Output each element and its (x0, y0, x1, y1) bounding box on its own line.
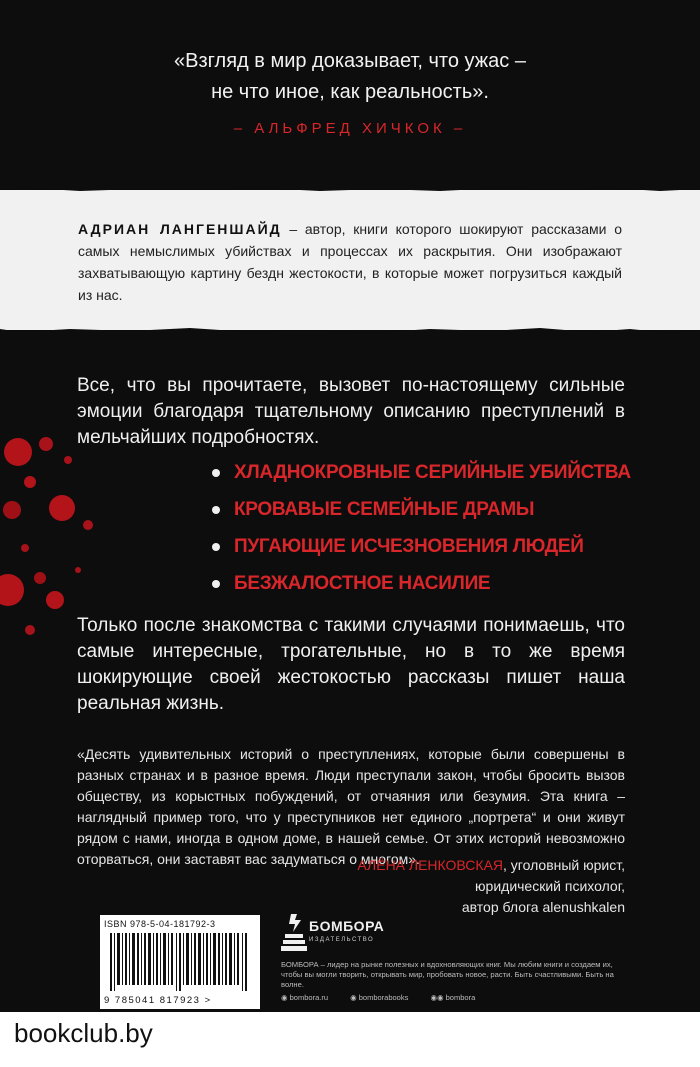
bullet-dot (212, 469, 220, 477)
publisher-name: БОМБОРА (309, 918, 385, 934)
social-link[interactable]: ◉ bombora.ru (281, 993, 328, 1002)
isbn-barcode (100, 915, 260, 1009)
publisher-subtitle: ИЗДАТЕЛЬСТВО (309, 937, 375, 943)
author-name: АДРИАН ЛАНГЕНШАЙД (78, 221, 282, 237)
list-item-text: БЕЗЖАЛОСТНОЕ НАСИЛИЕ (234, 573, 491, 594)
publisher-description: БОМБОРА – лидер на рынке полезных и вдохновляющих книг. Мы любим книги и создаем их, чтобы вы могли творить, открывать мир, пробовать новое, расти. Быть счастливыми. Быть на волне. (281, 960, 614, 989)
bullet-dot (212, 580, 220, 588)
author-bio-text (78, 218, 622, 306)
second-paragraph: Только после знакомства с такими случаями понимаешь, что самые интересные, трогательные, но в то же время шокирующие своей жестокостью рассказы пишет наша реальная жизнь. (77, 615, 625, 714)
list-item-text: ХЛАДНОКРОВНЫЕ СЕРИЙНЫЕ УБИЙСТВА (234, 462, 631, 483)
intro-paragraph: Все, что вы прочитаете, вызовет по-настоящему сильные эмоции благодаря тщательному описанию преступлений в мельчайших подробностях. (77, 375, 625, 448)
social-link[interactable]: ◉◉ bombora (430, 993, 476, 1002)
author-bio-band (0, 190, 700, 330)
list-item (208, 495, 631, 532)
list-item-text: КРОВАВЫЕ СЕМЕЙНЫЕ ДРАМЫ (234, 499, 535, 520)
torn-edge-bottom (0, 327, 700, 335)
reviewer-title-3: автор блога alenushkalen (461, 899, 625, 915)
epigraph-author: – АЛЬФРЕД ХИЧКОК – (233, 120, 467, 137)
barcode-icon (110, 933, 250, 991)
bullet-dot (212, 506, 220, 514)
reviewer-title-2: юридический психолог, (475, 878, 625, 894)
epigraph-line-1: «Взгляд в мир доказывает, что ужас – (174, 50, 526, 72)
publisher-logo (281, 912, 385, 957)
quote-signature (225, 855, 625, 918)
bullet-dot (212, 543, 220, 551)
author-bio-description: – автор, книги которого шокируют рассказами о самых немыслимых убийствах и процессах их раскрытия. Они изображают захватывающую картину бездн жестокости, в которые может погрузиться каждый из нас. (78, 221, 622, 303)
list-item (208, 569, 631, 606)
list-item-text: ПУГАЮЩИЕ ИСЧЕЗНОВЕНИЯ ЛЮДЕЙ (234, 536, 584, 557)
social-links (281, 993, 495, 1002)
epigraph-line-2: не что иное, как реальность». (211, 81, 489, 103)
isbn-label: ISBN 978-5-04-181792-3 (104, 919, 216, 929)
list-item (208, 532, 631, 569)
feature-list (208, 458, 631, 606)
review-quote: «Десять удивительных историй о преступлениях, которые были совершены в разных странах и в разное время. Люди преступали закон, чтобы бросить вызов обществу, из корыстных побуждений, от отчаяния или безумия. Эта книга – наглядный пример того, что у преступников нет единого „портрета“ и они живут рядом с нами, иногда в одном доме, в нашей семье. От этих историй невозможно оторваться, они заставят вас задуматься о многом». (77, 746, 625, 867)
torn-edge-top (0, 187, 700, 193)
reviewer-title-1: , уголовный юрист, (503, 857, 625, 873)
bombora-logo-icon (281, 912, 307, 952)
barcode-number: 9 785041 817923 > (104, 995, 212, 1006)
epigraph (0, 46, 700, 137)
site-watermark: bookclub.by (14, 1018, 153, 1048)
list-item (208, 458, 631, 495)
watermark-strip (0, 1012, 700, 1067)
social-link[interactable]: ◉ bomborabooks (350, 993, 409, 1002)
reviewer-name: АЛЁНА ЛЕНКОВСКАЯ (357, 857, 504, 873)
